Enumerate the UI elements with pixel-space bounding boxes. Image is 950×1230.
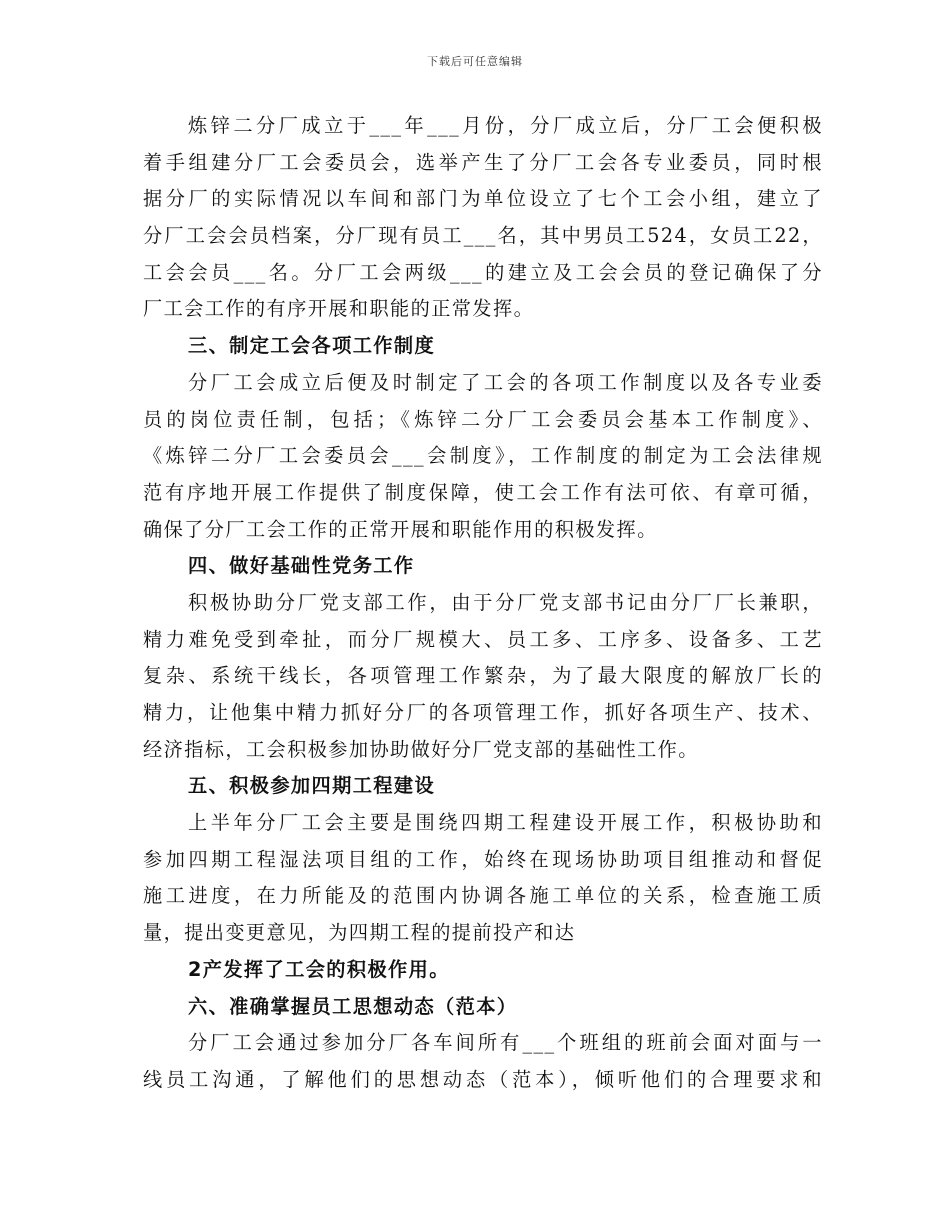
section-heading: 2产发挥了工会的积极作用。 <box>188 957 450 981</box>
paragraph-line: 分厂工会通过参加分厂各车间所有___个班组的班前会面对面与一 <box>188 1031 823 1055</box>
section-heading: 四、做好基础性党务工作 <box>188 554 415 578</box>
paragraph-line: 施工进度，在力所能及的范围内协调各施工单位的关系，检查施工质 <box>143 884 823 908</box>
paragraph-line: 线员工沟通，了解他们的思想动态（范本），倾听他们的合理要求和 <box>143 1067 823 1091</box>
paragraph-line: 精力，让他集中精力抓好分厂的各项管理工作，抓好各项生产、技术、 <box>143 701 823 724</box>
paragraph-line: 复杂、系统干线长，各项管理工作繁杂，为了最大限度的解放厂长的 <box>143 664 823 688</box>
paragraph-line: 据分厂的实际情况以车间和部门为单位设立了七个工会小组，建立了 <box>143 187 823 211</box>
paragraph-line: 范有序地开展工作提供了制度保障，使工会工作有法可依、有章可循， <box>143 480 823 504</box>
paragraph-line: 参加四期工程湿法项目组的工作，始终在现场协助项目组推动和督促 <box>143 847 823 871</box>
paragraph-line: 分厂工会成立后便及时制定了工会的各项工作制度以及各专业委 <box>188 370 823 394</box>
section-heading: 三、制定工会各项工作制度 <box>188 334 436 358</box>
paragraph-line: 经济指标，工会积极参加协助做好分厂党支部的基础性工作。 <box>143 737 699 761</box>
paragraph-line: 确保了分厂工会工作的正常开展和职能作用的积极发挥。 <box>143 517 658 541</box>
paragraph-line: 工会会员___名。分厂工会两级___的建立及工会会员的登记确保了分 <box>143 260 823 284</box>
section-heading: 五、积极参加四期工程建设 <box>188 774 436 798</box>
paragraph-line: 积极协助分厂党支部工作，由于分厂党支部书记由分厂厂长兼职， <box>188 590 823 614</box>
paragraph-line: 量，提出变更意见，为四期工程的提前投产和达 <box>143 921 576 945</box>
paragraph-line: 员的岗位责任制，包括；《炼锌二分厂工会委员会基本工作制度》、 <box>143 407 823 431</box>
paragraph-line: 着手组建分厂工会委员会，选举产生了分厂工会各专业委员，同时根 <box>143 150 823 174</box>
document-body <box>143 108 823 1099</box>
paragraph-line: 厂工会工作的有序开展和职能的正常发挥。 <box>143 297 535 321</box>
paragraph-line: 《炼锌二分厂工会委员会___会制度》，工作制度的制定为工会法律规 <box>143 444 823 468</box>
paragraph-line: 分厂工会会员档案，分厂现有员工___名，其中男员工524，女员工22， <box>143 224 823 248</box>
paragraph-line: 上半年分厂工会主要是围绕四期工程建设开展工作，积极协助和 <box>188 811 823 835</box>
section-heading: 六、准确掌握员工思想动态（范本） <box>188 994 518 1018</box>
paragraph-line: 精力难免受到牵扯，而分厂规模大、员工多、工序多、设备多、工艺 <box>143 627 823 651</box>
paragraph-line: 炼锌二分厂成立于___年___月份，分厂成立后，分厂工会便积极 <box>188 114 823 137</box>
page-header-note: 下载后可任意编辑 <box>427 55 523 68</box>
